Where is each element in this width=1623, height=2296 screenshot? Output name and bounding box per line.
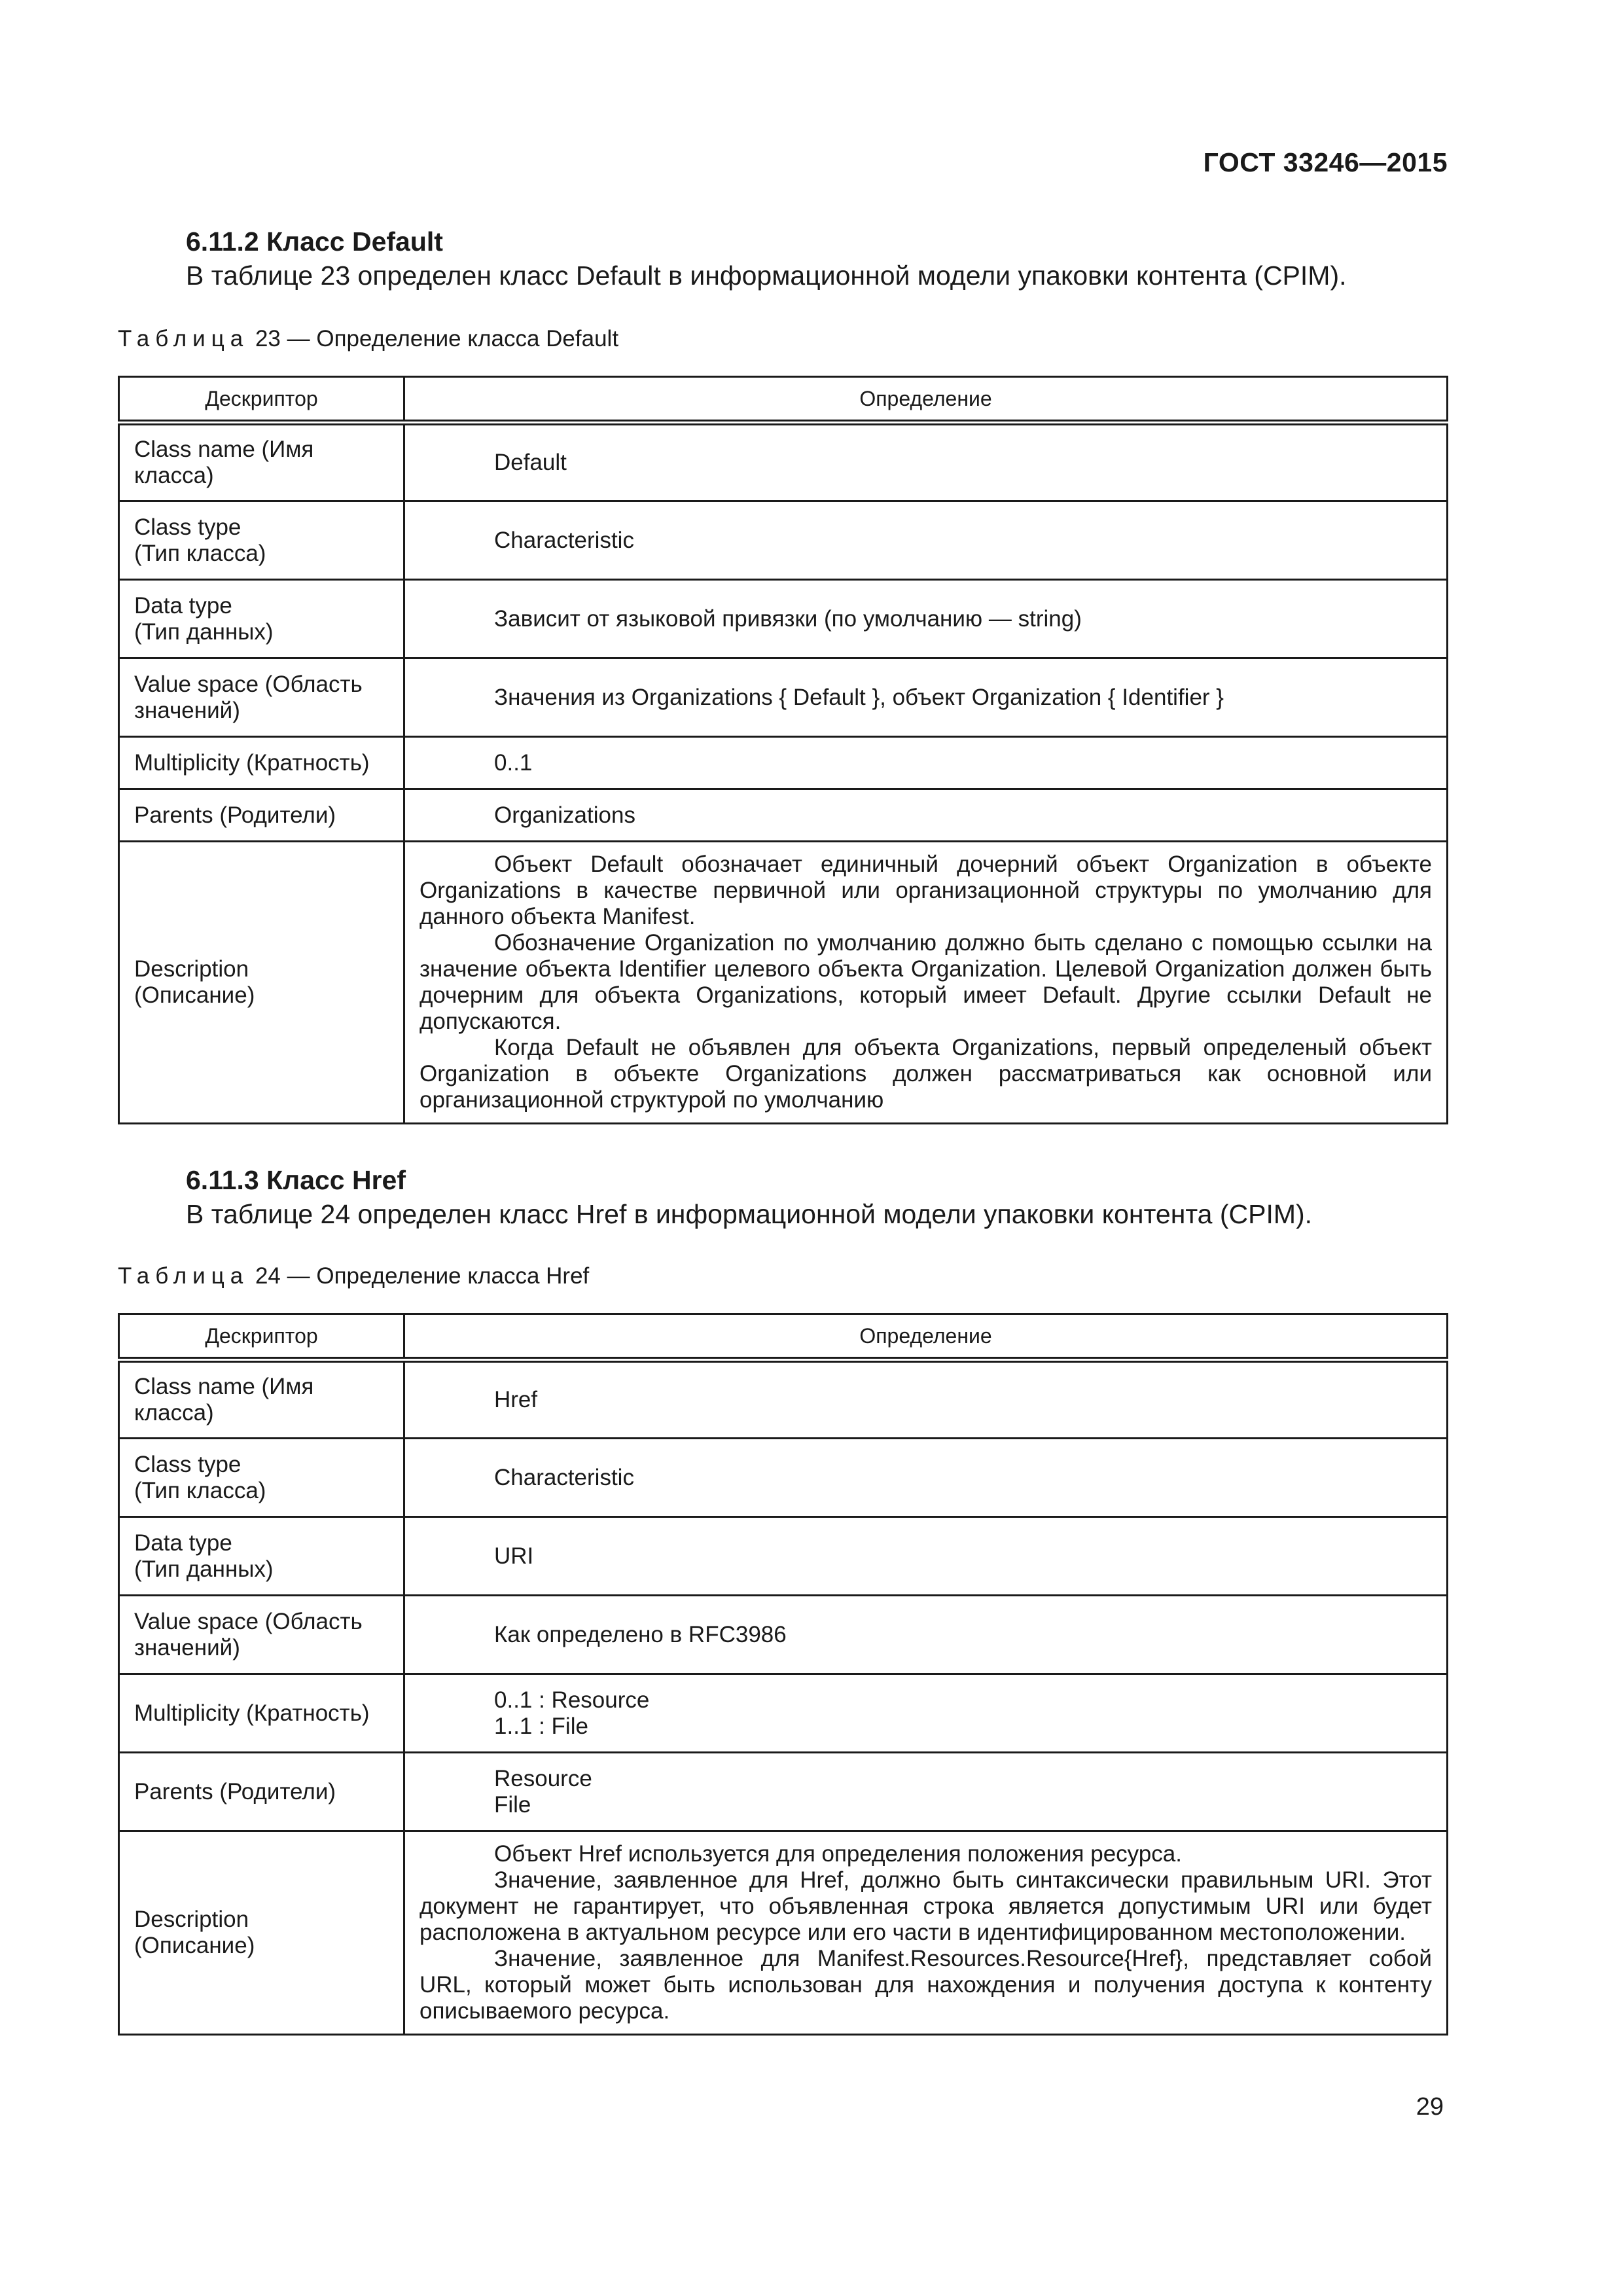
cell-line: Default bbox=[494, 450, 567, 475]
cell-line: 0..1 bbox=[494, 749, 533, 776]
descriptor-cell bbox=[119, 501, 404, 580]
page-number: 29 bbox=[1416, 2093, 1444, 2121]
description-cell bbox=[404, 1831, 1448, 2035]
class-table bbox=[118, 376, 1448, 1124]
table-caption-label: Таблица bbox=[118, 1263, 249, 1289]
standard-code: ГОСТ 33246—2015 bbox=[1203, 147, 1448, 177]
value-cell bbox=[404, 1596, 1448, 1674]
table-header-row bbox=[119, 1314, 1448, 1360]
cell-line: Значения из Organizations { Default }, объект Organization { Identifier } bbox=[494, 684, 1224, 710]
descriptor-cell bbox=[119, 658, 404, 737]
table-caption-label: Таблица bbox=[118, 326, 249, 351]
cell-line: значений) bbox=[134, 1634, 240, 1660]
header-definition: Определение bbox=[404, 1314, 1448, 1360]
section-title: 6.11.3 Класс Href bbox=[186, 1165, 406, 1195]
value-cell bbox=[404, 1439, 1448, 1517]
section-title: 6.11.2 Класс Default bbox=[186, 226, 443, 257]
cell-line: класса) bbox=[134, 1400, 214, 1426]
value-cell bbox=[404, 580, 1448, 658]
cell-line: Class name (Имя bbox=[134, 437, 314, 462]
descriptor-cell bbox=[119, 423, 404, 501]
class-table bbox=[118, 1313, 1448, 2036]
value-cell bbox=[404, 1360, 1448, 1439]
value-cell bbox=[404, 1517, 1448, 1596]
table-row bbox=[119, 1674, 1448, 1753]
table-header-row bbox=[119, 377, 1448, 423]
header-descriptor: Дескриптор bbox=[119, 377, 404, 423]
descriptor-cell bbox=[119, 789, 404, 842]
table-row bbox=[119, 501, 1448, 580]
description-paragraph: Обозначение Organization по умолчанию должно быть сделано с помощью ссылки на значение объекта Identifier целевого объекта Organization. Целевой Organization должен быть дочерним для объекта Organizations, который имеет Default. Другие ссылки Default не допускаются. bbox=[419, 930, 1432, 1034]
table-row bbox=[119, 658, 1448, 737]
table-row bbox=[119, 842, 1448, 1124]
header-descriptor: Дескриптор bbox=[119, 1314, 404, 1360]
cell-line: Description bbox=[134, 956, 249, 982]
table-row bbox=[119, 1596, 1448, 1674]
cell-line: (Описание) bbox=[134, 1933, 255, 1958]
cell-line: Class type bbox=[134, 1451, 241, 1477]
cell-line: (Описание) bbox=[134, 982, 255, 1008]
descriptor-cell bbox=[119, 1360, 404, 1439]
cell-line: Data type bbox=[134, 592, 232, 619]
cell-line: 0..1 : Resource bbox=[494, 1687, 650, 1713]
value-cell bbox=[404, 423, 1448, 501]
cell-line: (Тип данных) bbox=[134, 1556, 274, 1582]
table-row bbox=[119, 1831, 1448, 2035]
description-cell bbox=[404, 842, 1448, 1124]
table-row bbox=[119, 1439, 1448, 1517]
description-paragraph: Объект Default обозначает единичный дочерний объект Organization в объекте Organizations в качестве первичной или организационной структуры по умолчанию для данного объекта Manifest. bbox=[419, 852, 1432, 929]
cell-line: (Тип класса) bbox=[134, 1477, 266, 1503]
cell-line: 1..1 : File bbox=[494, 1713, 588, 1739]
descriptor-cell bbox=[119, 1439, 404, 1517]
cell-line: Characteristic bbox=[494, 1464, 634, 1490]
table-row bbox=[119, 1517, 1448, 1596]
table-row bbox=[119, 1753, 1448, 1831]
cell-line: Class name (Имя bbox=[134, 1374, 314, 1399]
cell-line: класса) bbox=[134, 463, 214, 488]
table-row bbox=[119, 580, 1448, 658]
description-paragraph: Значение, заявленное для Manifest.Resources.Resource{Href}, представляет собой URL, который может быть использован для нахождения и получения доступа к контенту описываемого ресурса. bbox=[419, 1946, 1432, 2024]
value-cell bbox=[404, 501, 1448, 580]
value-cell bbox=[404, 789, 1448, 842]
cell-line: Multiplicity (Кратность) bbox=[134, 749, 370, 776]
descriptor-cell bbox=[119, 737, 404, 789]
table-row bbox=[119, 737, 1448, 789]
cell-line: Description bbox=[134, 1907, 249, 1932]
description-paragraph: Значение, заявленное для Href, должно быть синтаксически правильным URI. Этот документ не гарантирует, что объявленная строка является допустимым URI или будет расположена в актуальном ресурсе или его части в идентифицированном местоположении. bbox=[419, 1867, 1432, 1945]
section-intro: В таблице 23 определен класс Default в информационной модели упаковки контента (CPIM). bbox=[186, 260, 1347, 291]
value-cell bbox=[404, 658, 1448, 737]
description-paragraph: Когда Default не объявлен для объекта Organizations, первый определеный объект Organization в объекте Organizations должен рассматриваться как основной или организационной структурой по умолчанию bbox=[419, 1035, 1432, 1113]
value-cell bbox=[404, 737, 1448, 789]
cell-line: Parents (Родители) bbox=[134, 802, 336, 828]
description-paragraph: Объект Href используется для определения положения ресурса. bbox=[494, 1841, 1182, 1867]
cell-line: (Тип данных) bbox=[134, 619, 274, 645]
table-caption-text: 23 — Определение класса Default bbox=[255, 326, 619, 351]
table-row bbox=[119, 1360, 1448, 1439]
table-caption bbox=[118, 326, 618, 352]
cell-line: Organizations bbox=[494, 802, 635, 828]
descriptor-cell bbox=[119, 1596, 404, 1674]
cell-line: Как определено в RFC3986 bbox=[494, 1621, 787, 1647]
descriptor-cell bbox=[119, 842, 404, 1124]
table-caption bbox=[118, 1263, 589, 1289]
cell-line: (Тип класса) bbox=[134, 540, 266, 566]
table-row bbox=[119, 789, 1448, 842]
descriptor-cell bbox=[119, 1674, 404, 1753]
descriptor-cell bbox=[119, 1753, 404, 1831]
table-row bbox=[119, 423, 1448, 501]
cell-line: Data type bbox=[134, 1530, 232, 1556]
cell-line: значений) bbox=[134, 697, 240, 723]
cell-line: Parents (Родители) bbox=[134, 1778, 336, 1804]
cell-line: Value space (Область bbox=[134, 1608, 363, 1634]
cell-line: Multiplicity (Кратность) bbox=[134, 1700, 370, 1726]
cell-line: Resource bbox=[494, 1765, 592, 1791]
cell-line: Class type bbox=[134, 514, 241, 540]
table-caption-text: 24 — Определение класса Href bbox=[255, 1263, 590, 1289]
cell-line: Characteristic bbox=[494, 527, 634, 553]
descriptor-cell bbox=[119, 1517, 404, 1596]
value-cell bbox=[404, 1753, 1448, 1831]
cell-line: Зависит от языковой привязки (по умолчанию — string) bbox=[494, 605, 1082, 632]
cell-line: Value space (Область bbox=[134, 671, 363, 697]
cell-line: URI bbox=[494, 1543, 534, 1569]
header-definition: Определение bbox=[404, 377, 1448, 423]
descriptor-cell bbox=[119, 580, 404, 658]
cell-line: File bbox=[494, 1791, 531, 1818]
descriptor-cell bbox=[119, 1831, 404, 2035]
value-cell bbox=[404, 1674, 1448, 1753]
section-intro: В таблице 24 определен класс Href в информационной модели упаковки контента (CPIM). bbox=[186, 1199, 1313, 1229]
cell-line: Href bbox=[494, 1387, 538, 1412]
